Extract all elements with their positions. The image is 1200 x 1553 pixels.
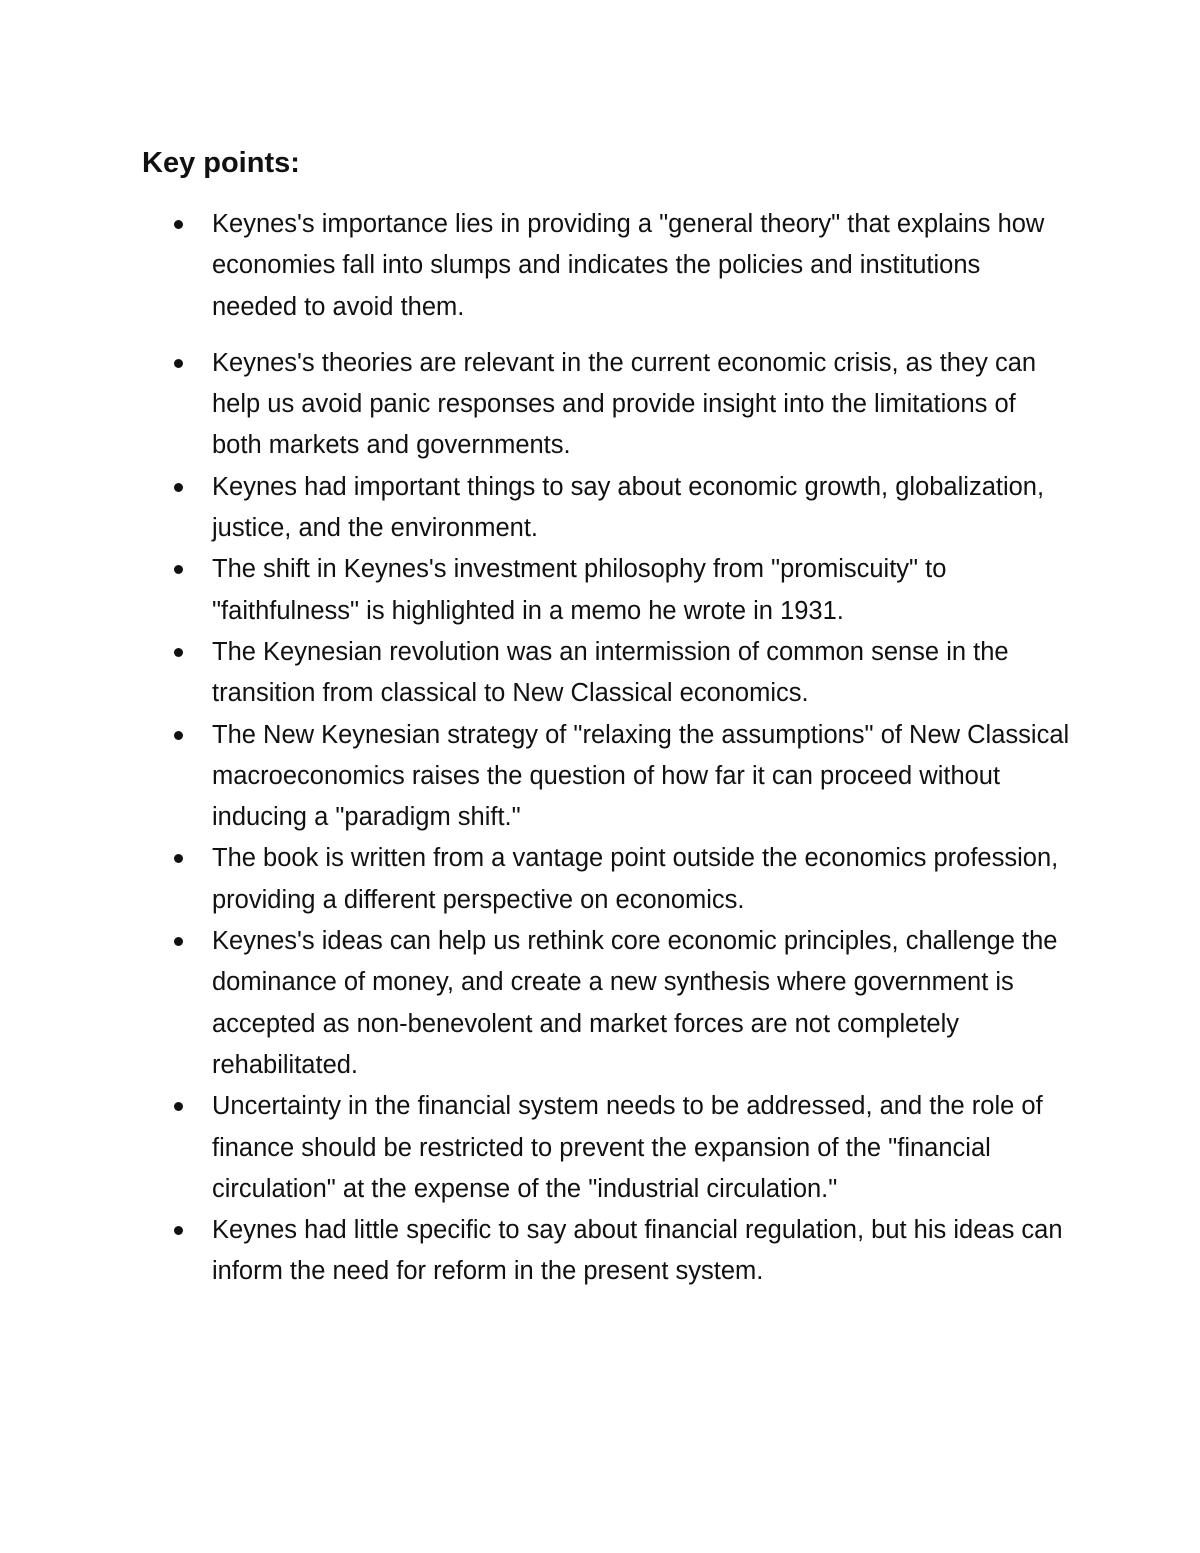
list-item	[172, 715, 1072, 839]
list-item-text: The shift in Keynes's investment philosophy from "promiscuity" to "faithfulness" is highlighted in a memo he wrote in 1931.	[212, 555, 947, 625]
list-item	[172, 1210, 1072, 1293]
list-item-text: The Keynesian revolution was an intermission of common sense in the transition from classical to New Classical economics.	[212, 637, 1009, 708]
list-item-text: Keynes's importance lies in providing a "general theory" that explains how economies fall into slumps and indicates the policies and institutions needed to avoid them.	[212, 210, 1045, 321]
list-item	[172, 921, 1072, 1086]
list-item	[172, 549, 1072, 632]
bullet-icon	[174, 1226, 183, 1235]
list-item	[172, 838, 1072, 921]
list-item-text: The book is written from a vantage point outside the economics profession, providing a different perspective on economics.	[212, 844, 1059, 914]
page-heading: Key points:	[142, 147, 300, 179]
bullet-icon	[174, 648, 183, 657]
bullet-icon	[174, 731, 183, 740]
list-item	[172, 204, 1072, 328]
bullet-icon	[174, 937, 183, 946]
list-item-text: The New Keynesian strategy of "relaxing the assumptions" of New Classical macroeconomics raises the question of how far it can proceed without inducing a "paradigm shift."	[212, 720, 1070, 832]
list-item-text: Keynes had important things to say about economic growth, globalization, justice, and the environment.	[212, 472, 1045, 543]
bullet-icon	[174, 854, 183, 863]
bullet-icon	[174, 483, 183, 492]
bullet-icon	[174, 220, 183, 229]
list-item-text: Keynes had little specific to say about financial regulation, but his ideas can inform the need for reform in the present system.	[212, 1216, 1063, 1286]
bullet-icon	[174, 359, 183, 368]
list-item	[172, 632, 1072, 715]
list-item-text: Keynes's ideas can help us rethink core economic principles, challenge the dominance of money, and create a new synthesis where government is accepted as non-benevolent and market forces are not completely rehabilitated.	[212, 927, 1058, 1079]
bullet-icon	[174, 1102, 183, 1111]
list-item	[172, 1086, 1072, 1210]
list-item-text: Keynes's theories are relevant in the current economic crisis, as they can help us avoid panic responses and provide insight into the limitations of both markets and governments.	[212, 348, 1037, 460]
key-points-list	[172, 204, 1072, 1293]
list-item-text: Uncertainty in the financial system needs to be addressed, and the role of finance should be restricted to prevent the expansion of the "financial circulation" at the expense of the "industrial circulation."	[212, 1092, 1043, 1203]
bullet-icon	[174, 565, 183, 574]
list-item	[172, 467, 1072, 550]
list-item	[172, 343, 1072, 467]
